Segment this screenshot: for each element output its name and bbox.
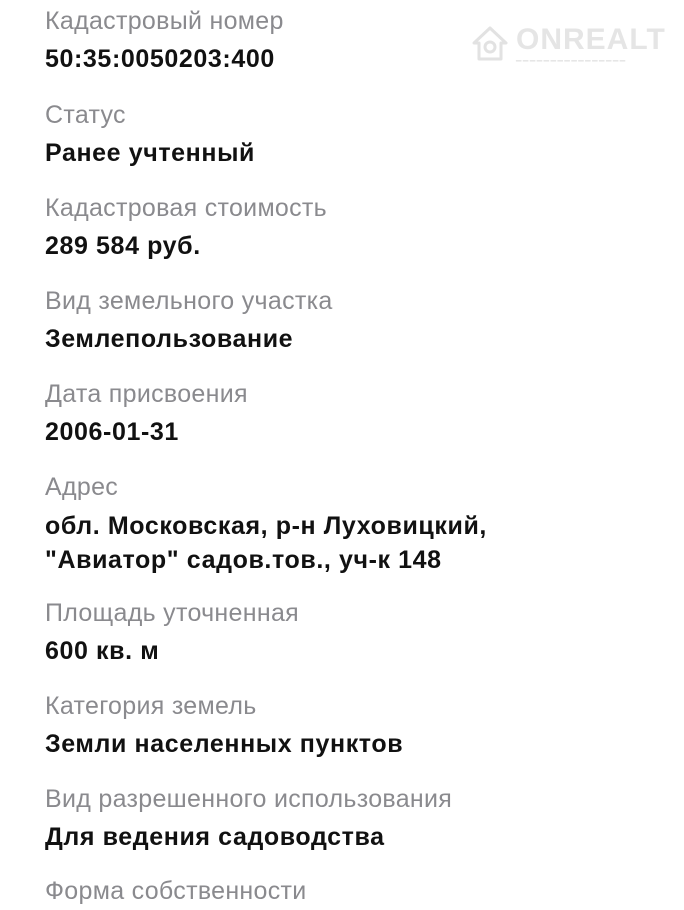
address-line-1: обл. Московская, р-н Луховицкий, [45,512,487,540]
field-label: Форма собственности [45,877,307,905]
field-label: Адрес [45,473,119,501]
field-value[interactable] [45,509,675,577]
field-ownership-form [45,876,675,906]
field-value: 289 584 руб. [45,232,201,260]
watermark-brand: ONREALT [516,22,666,56]
field-label: Кадастровая стоимость [45,194,328,222]
field-value: Землепользование [45,325,294,353]
field-land-type [45,286,675,356]
field-label: Кадастровый номер [45,7,284,35]
field-land-category [45,691,675,761]
field-status [45,100,675,170]
field-label: Дата присвоения [45,380,248,408]
field-label: Вид земельного участка [45,287,333,315]
field-label: Статус [45,101,126,129]
field-value: 2006-01-31 [45,418,179,446]
field-label: Вид разрешенного использования [45,785,453,813]
field-label: Площадь уточненная [45,599,299,627]
field-value: Для ведения садоводства [45,823,385,851]
field-address [45,472,675,577]
address-line-2: "Авиатор" садов.тов., уч-к 148 [45,546,442,574]
field-cadastral-value [45,193,675,263]
field-area [45,598,675,668]
field-value: 600 кв. м [45,637,160,665]
watermark-subtitle: ━━━━━━━━━━━━━━━━ [516,55,627,66]
field-value: Ранее учтенный [45,139,255,167]
field-value[interactable]: 50:35:0050203:400 [45,45,275,73]
field-value: Земли населенных пунктов [45,730,404,758]
field-cadastral-number [45,6,675,76]
field-assignment-date [45,379,675,449]
field-label: Категория земель [45,692,257,720]
field-permitted-use [45,784,675,854]
